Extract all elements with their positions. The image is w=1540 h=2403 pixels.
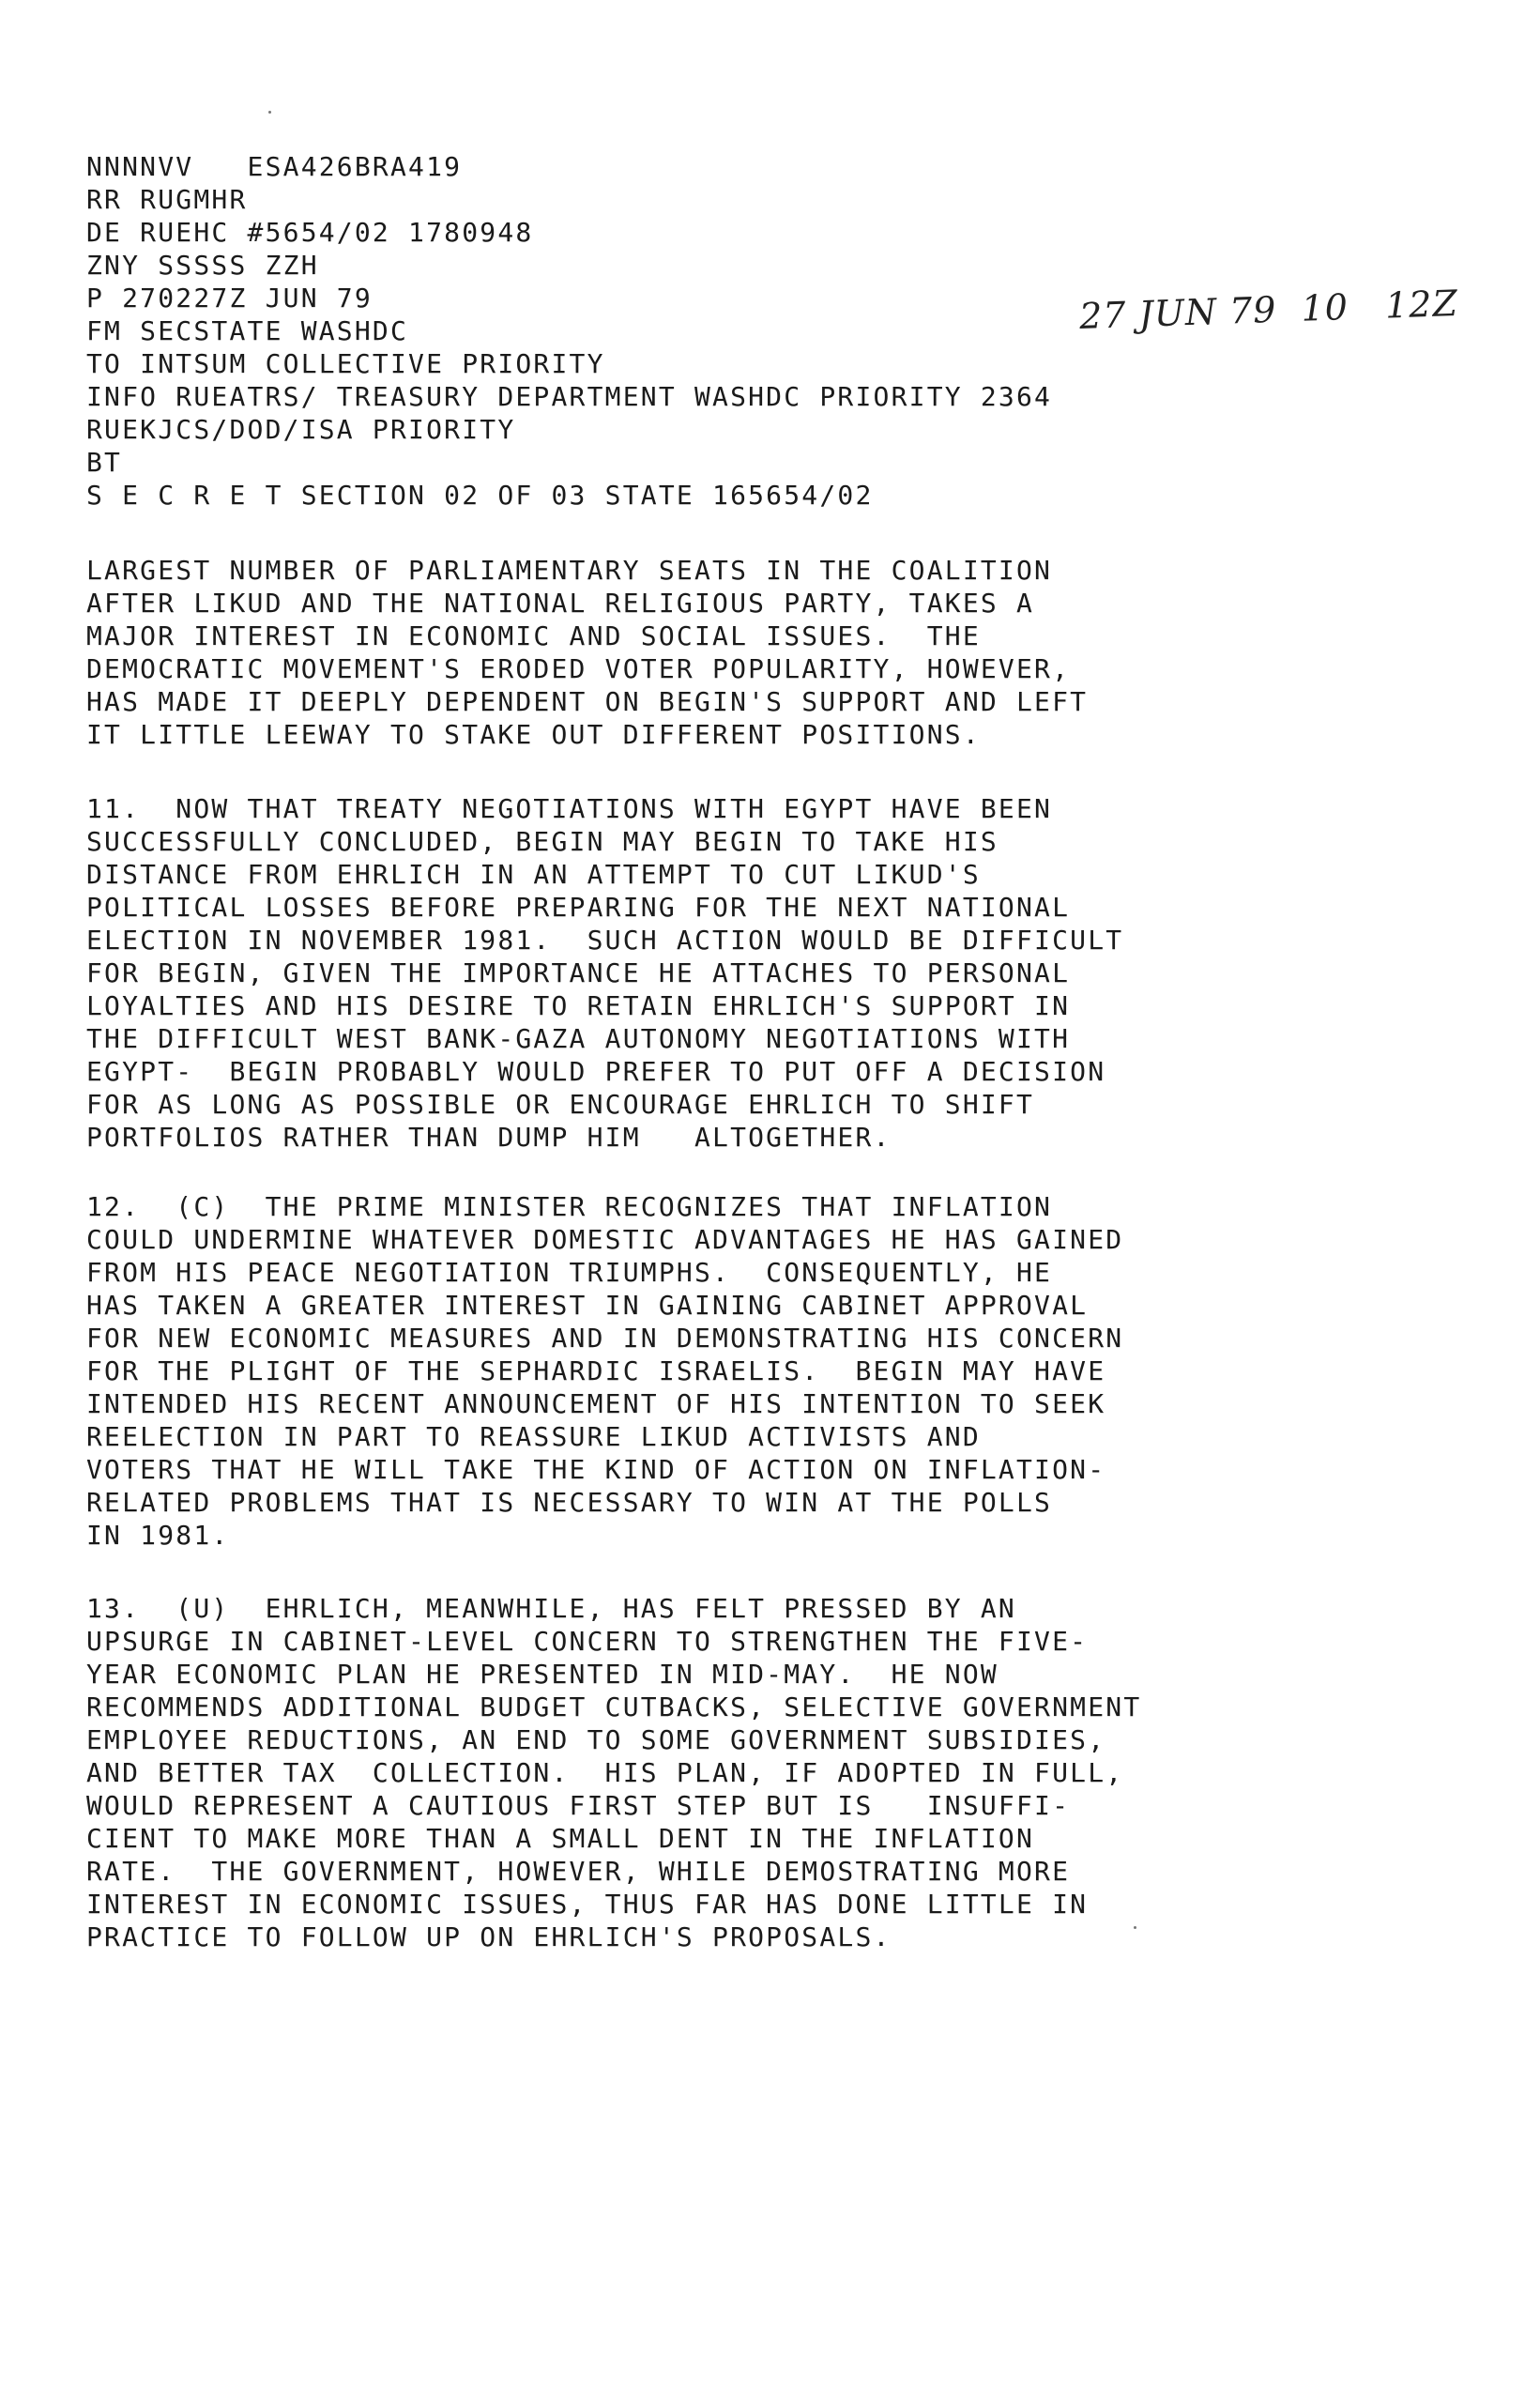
header-line: NNNNVV ESA426BRA419: [86, 151, 463, 182]
body-line: FOR BEGIN, GIVEN THE IMPORTANCE HE ATTACHES TO PERSONAL: [86, 957, 1071, 988]
body-line: RELATED PROBLEMS THAT IS NECESSARY TO WIN AT THE POLLS: [86, 1487, 1053, 1518]
body-line: EMPLOYEE REDUCTIONS, AN END TO SOME GOVERNMENT SUBSIDIES,: [86, 1724, 1106, 1755]
body-line: IT LITTLE LEEWAY TO STAKE OUT DIFFERENT POSITIONS.: [86, 719, 981, 750]
body-line: DISTANCE FROM EHRLICH IN AN ATTEMPT TO CUT LIKUD'S: [86, 859, 981, 890]
body-line: 13. (U) EHRLICH, MEANWHILE, HAS FELT PRESSED BY AN: [86, 1593, 1016, 1624]
body-line: FOR NEW ECONOMIC MEASURES AND IN DEMONSTRATING HIS CONCERN: [86, 1323, 1124, 1354]
body-line: IN 1981.: [86, 1520, 230, 1551]
body-line: SUCCESSFULLY CONCLUDED, BEGIN MAY BEGIN TO TAKE HIS: [86, 826, 999, 857]
paragraph-13: [86, 1592, 1447, 1953]
body-line: ELECTION IN NOVEMBER 1981. SUCH ACTION WOULD BE DIFFICULT: [86, 925, 1124, 956]
body-line: INTEREST IN ECONOMIC ISSUES, THUS FAR HAS DONE LITTLE IN: [86, 1889, 1089, 1920]
body-line: COULD UNDERMINE WHATEVER DOMESTIC ADVANTAGES HE HAS GAINED: [86, 1224, 1124, 1255]
body-line: FOR AS LONG AS POSSIBLE OR ENCOURAGE EHRLICH TO SHIFT: [86, 1089, 1035, 1120]
header-line: FM SECSTATE WASHDC: [86, 315, 409, 346]
body-line: LARGEST NUMBER OF PARLIAMENTARY SEATS IN THE COALITION: [86, 555, 1053, 586]
header-line: BT: [86, 447, 123, 478]
body-line: VOTERS THAT HE WILL TAKE THE KIND OF ACTION ON INFLATION-: [86, 1454, 1106, 1485]
body-line: RATE. THE GOVERNMENT, HOWEVER, WHILE DEMOSTRATING MORE: [86, 1856, 1071, 1887]
body-line: WOULD REPRESENT A CAUTIOUS FIRST STEP BUT IS INSUFFI-: [86, 1790, 1071, 1821]
body-line: AFTER LIKUD AND THE NATIONAL RELIGIOUS PARTY, TAKES A: [86, 588, 1035, 619]
header-line: RR RUGMHR: [86, 184, 248, 215]
body-line: 11. NOW THAT TREATY NEGOTIATIONS WITH EGYPT HAVE BEEN: [86, 793, 1053, 824]
body-line: AND BETTER TAX COLLECTION. HIS PLAN, IF ADOPTED IN FULL,: [86, 1757, 1124, 1788]
body-line: PRACTICE TO FOLLOW UP ON EHRLICH'S PROPOSALS.: [86, 1921, 892, 1952]
body-line: REELECTION IN PART TO REASSURE LIKUD ACTIVISTS AND: [86, 1421, 981, 1452]
paragraph-11: [86, 792, 1447, 1154]
header-line: RUEKJCS/DOD/ISA PRIORITY: [86, 414, 516, 445]
body-line: HAS TAKEN A GREATER INTEREST IN GAINING CABINET APPROVAL: [86, 1290, 1089, 1321]
paragraph-12: [86, 1190, 1447, 1552]
stray-mark: [1134, 1926, 1136, 1929]
header-line: TO INTSUM COLLECTIVE PRIORITY: [86, 348, 605, 379]
body-line: CIENT TO MAKE MORE THAN A SMALL DENT IN THE INFLATION: [86, 1823, 1035, 1854]
stray-mark: [268, 111, 271, 114]
paragraph-continuation: [86, 554, 1447, 751]
header-line: P 270227Z JUN 79: [86, 283, 373, 314]
body-line: YEAR ECONOMIC PLAN HE PRESENTED IN MID-MAY. HE NOW: [86, 1659, 999, 1690]
body-line: THE DIFFICULT WEST BANK-GAZA AUTONOMY NEGOTIATIONS WITH: [86, 1023, 1071, 1054]
body-line: HAS MADE IT DEEPLY DEPENDENT ON BEGIN'S SUPPORT AND LEFT: [86, 686, 1089, 717]
body-line: DEMOCRATIC MOVEMENT'S ERODED VOTER POPULARITY, HOWEVER,: [86, 653, 1071, 684]
header-line: DE RUEHC #5654/02 1780948: [86, 217, 534, 248]
body-line: LOYALTIES AND HIS DESIRE TO RETAIN EHRLICH'S SUPPORT IN: [86, 990, 1071, 1021]
body-line: EGYPT- BEGIN PROBABLY WOULD PREFER TO PUT OFF A DECISION: [86, 1056, 1106, 1087]
handwritten-date-stamp: 27 JUN 79 10 12Z: [1078, 282, 1459, 338]
body-line: UPSURGE IN CABINET-LEVEL CONCERN TO STRENGTHEN THE FIVE-: [86, 1626, 1089, 1657]
body-line: INTENDED HIS RECENT ANNOUNCEMENT OF HIS INTENTION TO SEEK: [86, 1388, 1106, 1419]
body-line: FROM HIS PEACE NEGOTIATION TRIUMPHS. CONSEQUENTLY, HE: [86, 1257, 1053, 1288]
body-line: 12. (C) THE PRIME MINISTER RECOGNIZES THAT INFLATION: [86, 1191, 1053, 1222]
classification-line: S E C R E T SECTION 02 OF 03 STATE 165654/02: [86, 480, 874, 511]
body-line: PORTFOLIOS RATHER THAN DUMP HIM ALTOGETHER.: [86, 1122, 892, 1153]
body-line: POLITICAL LOSSES BEFORE PREPARING FOR THE NEXT NATIONAL: [86, 892, 1071, 923]
body-line: MAJOR INTEREST IN ECONOMIC AND SOCIAL ISSUES. THE: [86, 620, 981, 651]
header-line: ZNY SSSSS ZZH: [86, 250, 319, 281]
body-line: FOR THE PLIGHT OF THE SEPHARDIC ISRAELIS. BEGIN MAY HAVE: [86, 1355, 1106, 1386]
header-line: INFO RUEATRS/ TREASURY DEPARTMENT WASHDC PRIORITY 2364: [86, 381, 1053, 412]
body-line: RECOMMENDS ADDITIONAL BUDGET CUTBACKS, SELECTIVE GOVERNMENT: [86, 1691, 1142, 1722]
